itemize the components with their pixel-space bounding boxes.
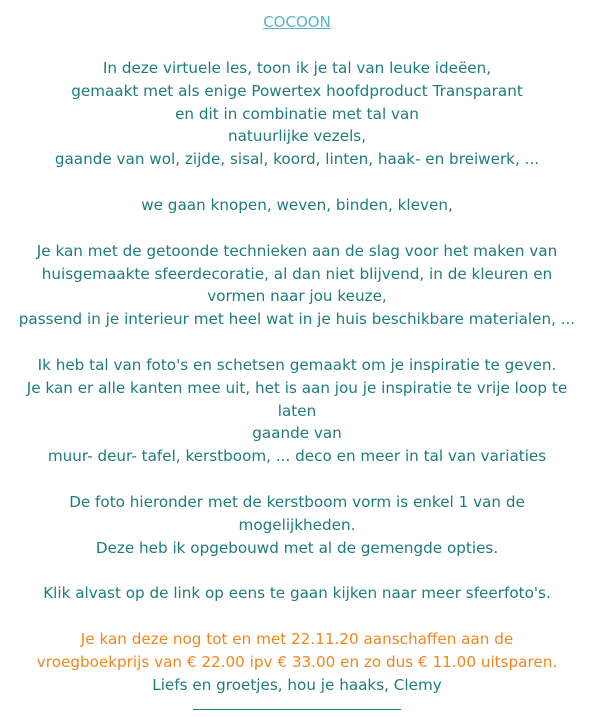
text-line: muur- deur- tafel, kerstboom, ... deco en meer in tal van variaties: [47, 447, 547, 466]
tree-paragraph: [0, 491, 594, 559]
text-line: vormen naar jou keuze,: [207, 287, 387, 306]
text-line: we gaan knopen, weven, binden, kleven,: [141, 195, 453, 214]
link-paragraph: [0, 582, 594, 605]
text-line: mogelijkheden.: [238, 515, 356, 534]
offer-line: vroegboekprijs van € 22.00 ipv € 33.00 en zo dus € 11.00 uitsparen.: [36, 652, 558, 671]
text-line: passend in je interieur met heel wat in je huis beschikbare materialen, ...: [18, 310, 576, 329]
spacer: [0, 605, 594, 628]
intro-paragraph: [0, 57, 594, 171]
signoff-line: Liefs en groetjes, hou je haaks, Clemy: [152, 675, 442, 694]
title-row: [0, 0, 594, 34]
spacer: [0, 171, 594, 194]
offer-line: Je kan deze nog tot en met 22.11.20 aanschaffen aan de: [80, 630, 514, 649]
signoff-paragraph: [0, 674, 594, 697]
title-link[interactable]: COCOON: [263, 13, 331, 31]
text-line: en dit in combinatie met tal van: [175, 104, 419, 123]
text-line: huisgemaakte sfeerdecoratie, al dan niet blijvend, in de kleuren en: [41, 264, 553, 283]
text-line: Klik alvast op de link op eens te gaan kijken naar meer sfeerfoto's.: [43, 584, 551, 603]
photos-paragraph: [0, 354, 594, 468]
text-line: Deze heb ik opgebouwd met al de gemengde opties.: [95, 538, 499, 557]
text-line: Je kan met de getoonde technieken aan de slag voor het maken van: [36, 241, 558, 260]
spacer: [0, 331, 594, 354]
text-line: gaande van: [252, 424, 342, 443]
text-line: Ik heb tal van foto's en schetsen gemaakt om je inspiratie te geven.: [37, 355, 557, 374]
spacer: [0, 217, 594, 240]
text-line: gemaakt met als enige Powertex hoofdproduct Transparant: [71, 81, 523, 100]
text-line: Je kan er alle kanten mee uit, het is aan jou je inspiratie te vrije loop te: [26, 378, 568, 397]
offer-paragraph: [0, 628, 594, 674]
signature-divider: [193, 709, 401, 710]
activities-line: [0, 194, 594, 217]
spacer: [0, 468, 594, 491]
spacer: [0, 559, 594, 582]
text-line: De foto hieronder met de kerstboom vorm is enkel 1 van de: [69, 492, 525, 511]
techniques-paragraph: [0, 240, 594, 331]
text-line: gaande van wol, zijde, sisal, koord, linten, haak- en breiwerk, ...: [54, 150, 540, 169]
text-line: In deze virtuele les, toon ik je tal van leuke ideëen,: [102, 59, 492, 77]
text-line: natuurlijke vezels,: [227, 127, 367, 146]
text-line: laten: [277, 401, 317, 420]
spacer: [0, 34, 594, 57]
